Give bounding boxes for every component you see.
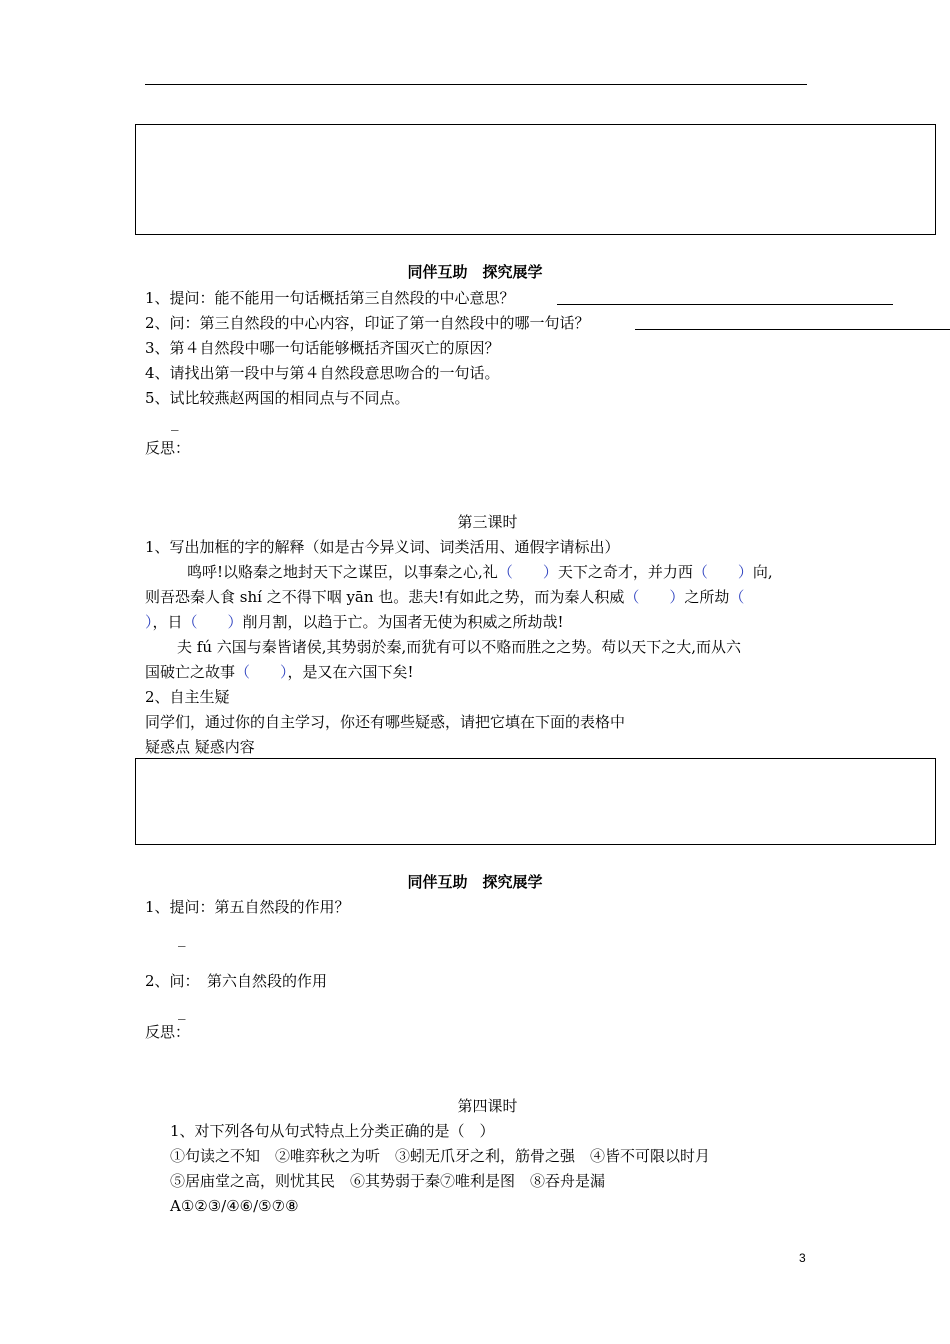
passage-text: ，日 <box>152 613 183 631</box>
option-a: A①②③/④⑥/⑤⑦⑧ <box>170 1197 299 1215</box>
question-1: 1、提问：第五自然段的作用？ <box>145 898 350 916</box>
blank-paren-close[interactable]: ） <box>145 613 153 631</box>
dash-mark: _ <box>178 929 186 947</box>
question-2: 2、问： 第六自然段的作用 <box>145 972 328 990</box>
top-rule <box>145 84 807 85</box>
question-2: 2、问：第三自然段的中心内容，印证了第一自然段中的哪一句话？ <box>145 314 590 332</box>
passage-line: 夫 fú 六国与秦皆诸侯,其势弱於秦,而犹有可以不赂而胜之之势。苟以天下之大,而从六 <box>177 638 742 656</box>
passage-line <box>145 587 744 607</box>
section-heading: 同伴互助 探究展学 <box>407 873 543 891</box>
question-4: 4、请找出第一段中与第４自然段意思吻合的一句话。 <box>145 364 500 382</box>
question-1: 1、提问：能不能用一句话概括第三自然段的中心意思？ <box>145 289 515 307</box>
blank-paren[interactable]: （ ） <box>497 563 558 581</box>
passage-text: 天下之奇才，并力西 <box>557 563 693 581</box>
answer-line[interactable] <box>557 304 893 305</box>
dash-mark: _ <box>171 413 179 431</box>
question-1: 1、对下列各句从句式特点上分类正确的是（ ） <box>170 1122 495 1140</box>
blank-paren-open[interactable]: （ <box>729 588 745 606</box>
blank-paren[interactable]: （ ） <box>692 563 753 581</box>
lesson-title: 第四课时 <box>457 1097 518 1115</box>
passage-text: ，是又在六国下矣! <box>287 663 414 681</box>
sentence-list: ⑤居庙堂之高，则忧其民 ⑥其势弱于秦⑦唯利是图 ⑧吞舟是漏 <box>170 1172 606 1190</box>
answer-box-1[interactable] <box>135 124 936 235</box>
passage-text: 削月割，以趋于亡。为国者无使为积威之所劫哉! <box>242 613 564 631</box>
blank-paren[interactable]: （ ） <box>235 663 288 681</box>
dash-mark: _ <box>178 1002 186 1020</box>
passage-text: 则吾恐秦人食 shí 之不得下咽 yān 也。悲夫!有如此之势，而为秦人积威 <box>145 588 625 606</box>
section-heading: 同伴互助 探究展学 <box>407 263 543 281</box>
table-header: 疑惑点 疑惑内容 <box>145 738 255 756</box>
passage-text: 国破亡之故事 <box>145 663 236 681</box>
page-number: 3 <box>799 1251 806 1265</box>
reflection-label: 反思： <box>145 1023 191 1041</box>
question-5: 5、试比较燕赵两国的相同点与不同点。 <box>145 389 410 407</box>
blank-paren[interactable]: （ ） <box>182 613 243 631</box>
passage-text: 之所劫 <box>684 588 730 606</box>
passage-line <box>145 662 414 682</box>
question-2-desc: 同学们，通过你的自主学习，你还有哪些疑惑，请把它填在下面的表格中 <box>145 713 626 731</box>
passage-text: 向, <box>752 563 773 581</box>
answer-line[interactable] <box>635 329 950 330</box>
answer-box-2[interactable] <box>135 758 936 845</box>
sentence-list: ①句读之不知 ②唯弈秋之为听 ③蚓无爪牙之利，筋骨之强 ④皆不可限以时月 <box>170 1147 711 1165</box>
passage-text: 鸣呼!以赂秦之地封天下之谋臣，以事秦之心,礼 <box>187 563 498 581</box>
passage-line <box>145 612 564 632</box>
question-2: 2、自主生疑 <box>145 688 230 706</box>
question-3: 3、第４自然段中哪一句话能够概括齐国灭亡的原因？ <box>145 339 500 357</box>
blank-paren[interactable]: （ ） <box>624 588 685 606</box>
passage-line <box>187 562 773 582</box>
reflection-label: 反思： <box>145 439 191 457</box>
question-1: 1、写出加框的字的解释（如是古今异义词、词类活用、通假字请标出） <box>145 538 620 556</box>
lesson-title: 第三课时 <box>457 513 518 531</box>
